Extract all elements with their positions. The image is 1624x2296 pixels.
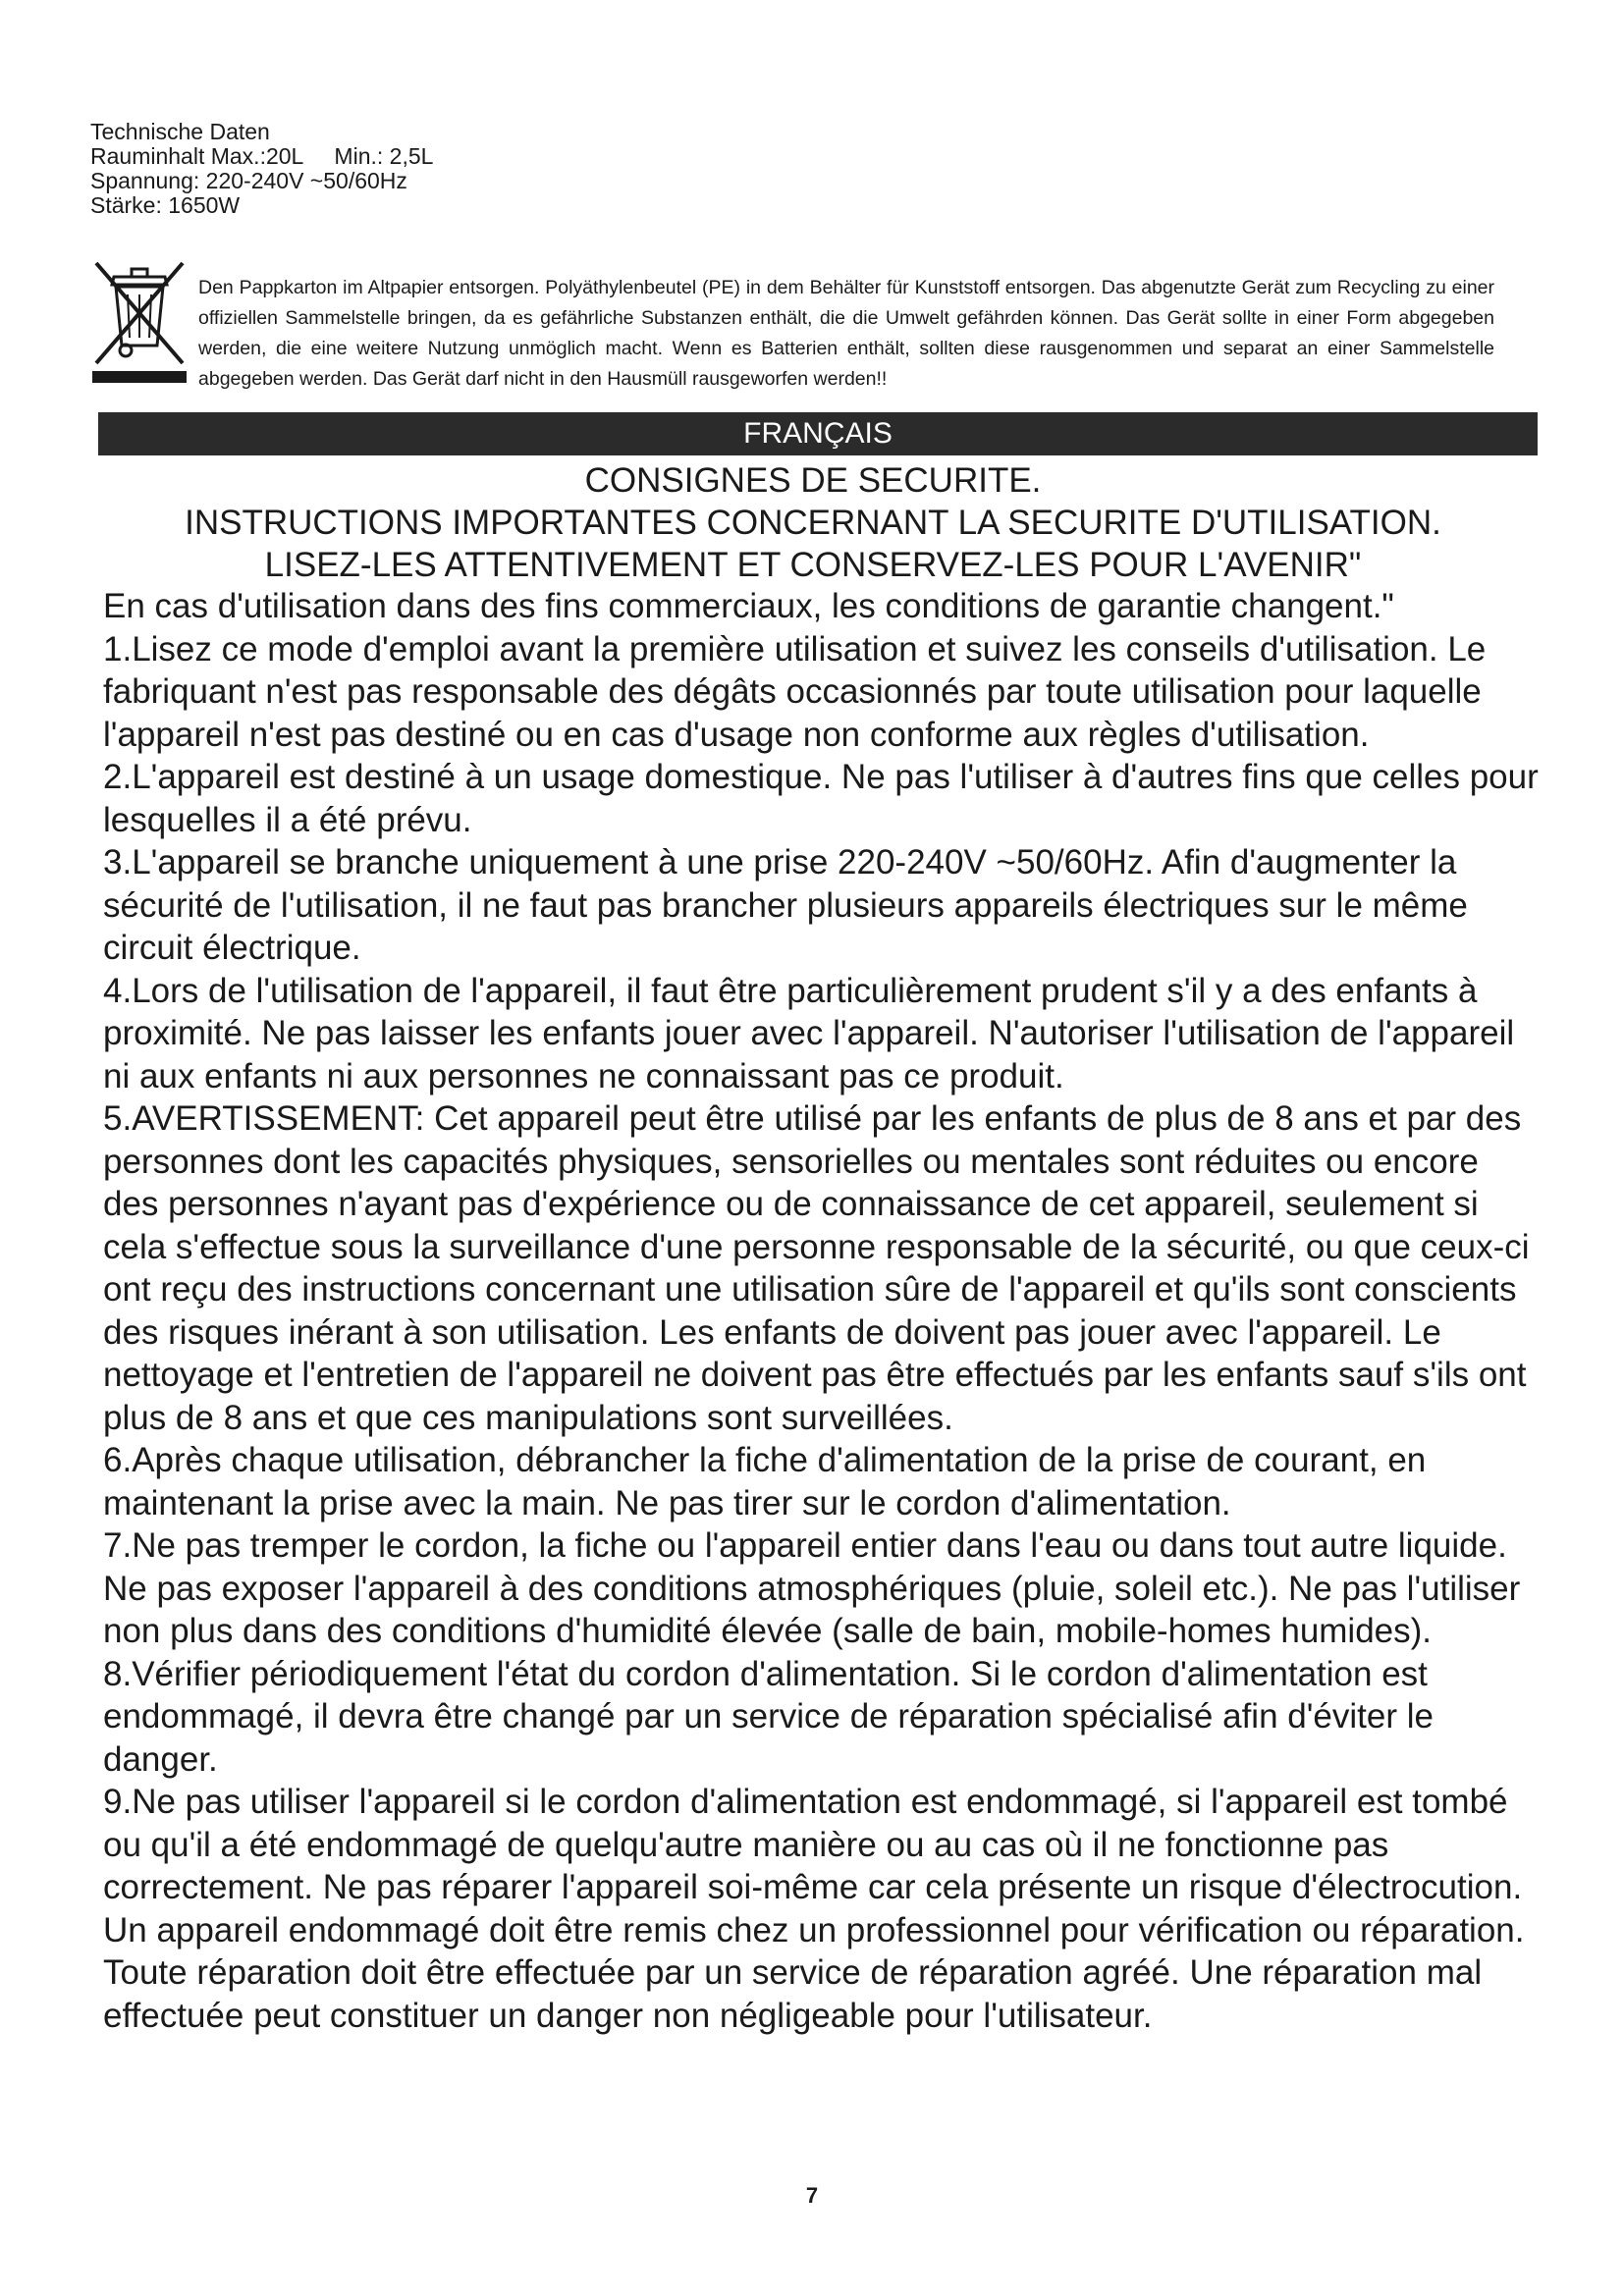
crossed-out-wheelie-bin-icon — [84, 255, 194, 385]
technical-data — [90, 120, 778, 218]
instruction-2: 2.L'appareil est destiné à un usage domestique. Ne pas l'utiliser à d'autres fins que celles pour lesquelles il a été prévu. — [103, 758, 1539, 839]
technical-data-capacity: Rauminhalt Max.:20L Min.: 2,5L — [90, 143, 434, 169]
safety-title-line-2: INSTRUCTIONS IMPORTANTES CONCERNANT LA SECURITE D'UTILISATION. — [185, 504, 1441, 542]
language-bar: FRANÇAIS — [98, 412, 1538, 455]
page-number: 7 — [805, 2183, 819, 2208]
instruction-9: 9.Ne pas utiliser l'appareil si le cordon d'alimentation est endommagé, si l'appareil est tombé ou qu'il a été endommagé de quelqu'autre manière ou au cas où il ne fonctionne pas correctement. Ne pas réparer l'appareil soi-même car cela présente un risque d'électrocution. Un appareil endommagé doit être remis chez un professionnel pour vérification ou réparation. Toute réparation doit être effectuée par un service de réparation agréé. Une réparation mal effectuée peut constituer un danger non négligeable pour l'utilisateur. — [103, 1783, 1525, 2035]
technical-data-voltage: Spannung: 220-240V ~50/60Hz — [90, 168, 407, 193]
recycling-notice: Den Pappkarton im Altpapier entsorgen. Polyäthylenbeutel (PE) in dem Behälter für Kunststoff entsorgen. Das abgenutzte Gerät zum Recycling zu einer offiziellen Sammelstelle bringen, da es gefährliche Substanzen enthält, die die Umwelt gefährden können. Das Gerät sollte in einer Form abgegeben werden, die eine weitere Nutzung unmöglich macht. Wenn es Batterien enthält, sollten diese rausgenommen und separat an einer Sammelstelle abgegeben werden. Das Gerät darf nicht in den Hausmüll rausgeworfen werden!! — [198, 277, 1494, 390]
instruction-7: 7.Ne pas tremper le cordon, la fiche ou l'appareil entier dans l'eau ou dans tout autre liquide. Ne pas exposer l'appareil à des conditions atmosphériques (pluie, soleil etc.). Ne pas l'utiliser non plus dans des conditions d'humidité élevée (salle de bain, mobile-homes humides). — [103, 1526, 1521, 1650]
instruction-6: 6.Après chaque utilisation, débrancher la fiche d'alimentation de la prise de courant, en maintenant la prise avec la main. Ne pas tirer sur le cordon d'alimentation. — [103, 1441, 1427, 1522]
technical-data-heading: Technische Daten — [90, 119, 270, 144]
instruction-1: 1.Lisez ce mode d'emploi avant la première utilisation et suivez les conseils d'utilisation. Le fabriquant n'est pas responsable des dégâts occasionnés par toute utilisation pour laquelle l'appareil n'est pas destiné ou en cas d'usage non conforme aux règles d'utilisation. — [103, 629, 1487, 754]
technical-data-power: Stärke: 1650W — [90, 192, 241, 218]
safety-instructions — [103, 585, 1539, 2037]
instruction-5: 5.AVERTISSEMENT: Cet appareil peut être utilisé par les enfants de plus de 8 ans et par des personnes dont les capacités physiques, sensorielles ou mentales sont réduites ou encore des personnes n'ayant pas d'expérience ou de connaissance de cet appareil, seulement si cela s'effectue sous la surveillance d'une personne responsable de la sécurité, ou que ceux-ci ont reçu des instructions concernant une utilisation sûre de l'appareil et qu'ils sont conscients des risques inérant à son utilisation. Les enfants de doivent pas jouer avec l'appareil. Le nettoyage et l'entretien de l'appareil ne doivent pas être effectués par les enfants sauf s'ils ont plus de 8 ans et que ces manipulations sont surveillées. — [103, 1099, 1530, 1437]
instruction-3: 3.L'appareil se branche uniquement à une prise 220-240V ~50/60Hz. Afin d'augmenter la sécurité de l'utilisation, il ne faut pas brancher plusieurs appareils électriques sur le même circuit électrique. — [103, 843, 1468, 967]
safety-title — [88, 459, 1538, 586]
safety-title-line-3: LISEZ-LES ATTENTIVEMENT ET CONSERVEZ-LES POUR L'AVENIR" — [264, 546, 1362, 584]
safety-title-line-1: CONSIGNES DE SECURITE. — [584, 461, 1042, 500]
instruction-4: 4.Lors de l'utilisation de l'appareil, il faut être particulièrement prudent s'il y a des enfants à proximité. Ne pas laisser les enfants jouer avec l'appareil. N'autoriser l'utilisation de l'appareil ni aux enfants ni aux personnes ne connaissant pas ce produit. — [103, 971, 1515, 1095]
warranty-intro: En cas d'utilisation dans des fins commerciaux, les conditions de garantie changent." — [103, 587, 1394, 625]
instruction-8: 8.Vérifier périodiquement l'état du cordon d'alimentation. Si le cordon d'alimentation est endommagé, il devra être changé par un service de réparation spécialisé afin d'éviter le danger. — [103, 1654, 1434, 1779]
